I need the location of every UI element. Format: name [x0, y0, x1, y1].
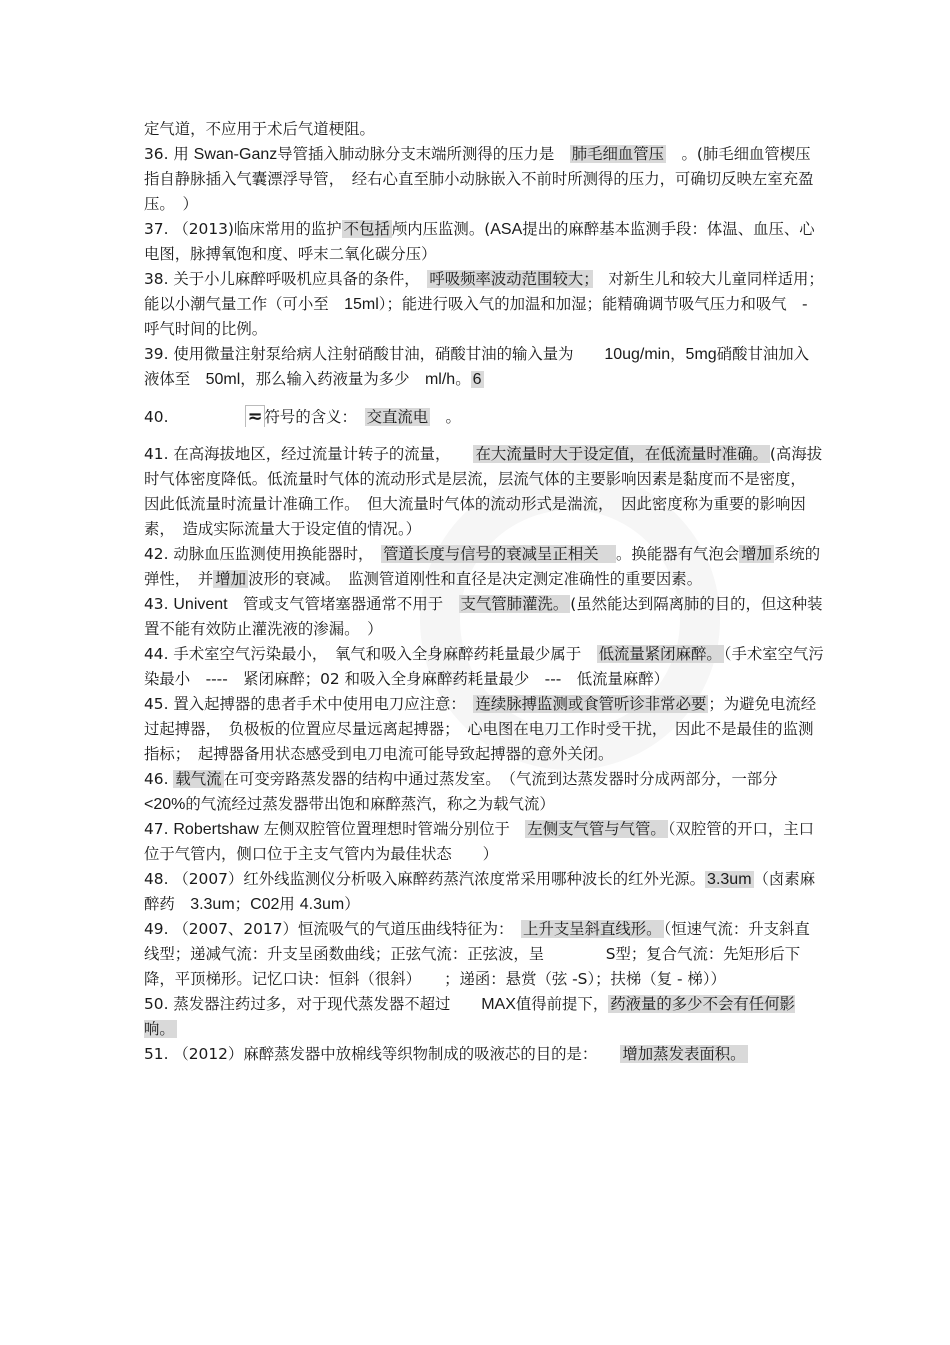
answer-highlight: 支气管肺灌洗。 — [460, 595, 569, 613]
question-p50 — [144, 992, 824, 1042]
question-p36 — [144, 142, 824, 217]
answer-highlight: 交直流电 — [366, 408, 429, 426]
text-segment: 42. 动脉血压监测使用换能器时， — [144, 545, 382, 563]
text-segment: (高海拔时气体密度降低。低流量时气体的流动形式是层流，层流气体的主要影响因素是黏度而不是密度， 因此低流量时流量计准确工作。 但大流量时气体的流动形式是湍流， 因此密度称为重要的影响因素， 造成实际流量大于设定值的情况。） — [144, 445, 823, 538]
text-segment: 10ug/min — [604, 346, 671, 363]
text-segment: 40. — [144, 408, 246, 426]
text-segment: 系统的弹性， 并 — [144, 545, 821, 588]
document-body — [144, 117, 824, 1067]
text-segment: ，那么输入药液量为多少 — [240, 370, 425, 388]
question-p51 — [144, 1042, 824, 1067]
answer-highlight: 上升支呈斜直线形。 — [523, 920, 662, 938]
text-segment: 在可变旁路蒸发器的结构中通过蒸发室。 （气流到达蒸发器时分成两部分，一部分 — [223, 770, 794, 788]
answer-highlight: 3.3um — [707, 871, 752, 888]
text-segment: 。(肺毛细血管楔压指自静脉插入气囊漂浮导管， 经右心直至肺小动脉嵌入不前时所测得的压力，可确切反映左室充盈压。 ） — [144, 145, 814, 213]
text-segment: 38. 关于小儿麻醉呼吸机应具备的条件， — [144, 270, 428, 288]
text-segment: 提出的麻醉基本监测手段：体温、血压、心电图，脉搏氧饱和度、呼末二氧化碳分压） — [144, 220, 815, 263]
question-p43 — [144, 592, 824, 642]
question-p39 — [144, 342, 824, 392]
text-segment: 。换能器有气泡会 — [616, 545, 740, 563]
text-segment: ASA — [490, 221, 523, 238]
answer-highlight: 不包括 — [343, 220, 390, 238]
text-segment: Swan-Ganz — [193, 146, 278, 163]
answer-highlight: 管道长度与信号的衰减呈正相关 — [383, 545, 615, 563]
text-segment: 39. 使用微量注射泵给病人注射硝酸甘油，硝酸甘油的输入量为 — [144, 345, 605, 363]
text-segment: （恒速气流：升支斜直线型；递减气流：升支呈函数曲线；正弦气流：正弦波，呈 S型；复合气流：先矩形后下降，平顶梯形。记忆口诀：恒斜（很斜） ；递函：悬赏（弦 -S）；扶梯（复 - 梯）） — [144, 920, 810, 988]
text-segment: （双腔管的开口，主口位于气管内，侧口位于主支气管内为最佳状态 ） — [144, 820, 815, 863]
text-segment: 48. （2007）红外线监测仪分析吸入麻醉药蒸汽浓度常采用哪种波长的红外光源。 — [144, 870, 706, 888]
answer-highlight: 载气流 — [175, 770, 222, 788]
text-segment: 用 — [279, 895, 300, 913]
text-segment: 3.3um — [190, 896, 235, 913]
text-segment: 45. 置入起搏器的患者手术中使用电刀应注意： — [144, 695, 474, 713]
text-segment: （手术室空气污染最小 ---- 紧闭麻醉；02 和吸入全身麻醉药耗量最少 --- 低流量麻醉） — [144, 645, 824, 688]
text-segment: 符号的含义： — [264, 408, 365, 426]
answer-highlight: 药液量的多少不会有任何影响。 — [144, 995, 795, 1038]
text-segment: (虽然能达到隔离肺的目的，但这种装置不能有效防止灌洗液的渗漏。 ） — [144, 595, 823, 638]
answer-highlight: 左侧支气管与气管。 — [527, 820, 666, 838]
text-segment: 15ml — [344, 296, 379, 313]
text-segment: 管或支气管堵塞器通常不用于 — [227, 595, 459, 613]
text-segment: 左侧双腔管位置理想时管端分别位于 — [258, 820, 526, 838]
text-segment: 37. （2013)临床常用的监护 — [144, 220, 342, 238]
text-segment: ， — [670, 345, 686, 363]
text-segment: 50ml — [205, 371, 241, 388]
text-segment: 4.3um — [299, 896, 345, 913]
text-segment: 49. （2007、2017）恒流吸气的气道压曲线特征为： — [144, 920, 522, 938]
text-segment: 的气流经过蒸发器带出饱和麻醉蒸汽，称之为载气流） — [185, 795, 555, 813]
text-segment: 5mg — [685, 346, 717, 363]
question-p40 — [144, 404, 824, 430]
text-segment: MAX — [481, 996, 516, 1013]
question-p42 — [144, 542, 824, 592]
text-segment: 值得前提下， — [515, 995, 609, 1013]
text-segment: 46. — [144, 770, 174, 788]
text-segment: 。 — [430, 408, 461, 426]
text-segment: ml/h — [424, 371, 456, 388]
text-segment: 50. 蒸发器注药过多，对于现代蒸发器不超过 — [144, 995, 482, 1013]
text-segment: 47. — [144, 820, 174, 838]
question-p37 — [144, 217, 824, 267]
text-segment: 颅内压监测。( — [391, 220, 491, 238]
text-segment: 硝酸甘油加入液体至 — [144, 345, 810, 388]
question-p48 — [144, 867, 824, 917]
question-p41 — [144, 442, 824, 542]
text-segment: 对新生儿和较大儿童同样适用；能以小潮气量工作（可小至 — [144, 270, 824, 313]
text-segment: 36. 用 — [144, 145, 194, 163]
text-segment: 波形的衰减。 监测管道刚性和直径是决定测定准确性的重要因素。 — [248, 570, 703, 588]
text-segment: 43. — [144, 595, 174, 613]
text-segment: ；为避免电流经过起搏器， 负极板的位置应尽量远离起搏器； 心电图在电刀工作时受干扰， 因此不是最佳的监测指标； 起搏器备用状态感受到电刀电流可能导致起搏器的意外关闭。 — [144, 695, 817, 763]
answer-highlight: 增加 — [215, 570, 247, 588]
answer-highlight: 增加蒸发表面积。 — [622, 1045, 746, 1063]
text-segment: （卤素麻醉药 — [144, 870, 816, 913]
answer-highlight: 在大流量时大于设定值，在低流量时准确。 — [475, 445, 768, 463]
question-p49 — [144, 917, 824, 992]
text-segment: 41. 在高海拔地区，经过流量计转子的流量， — [144, 445, 474, 463]
text-segment: ； — [234, 895, 251, 913]
text-segment: Univent — [173, 596, 228, 613]
question-p46 — [144, 767, 824, 817]
answer-highlight: 连续脉搏监测或食管听诊非常必要 — [475, 695, 707, 713]
answer-highlight: 肺毛细血管压 — [571, 145, 665, 163]
question-p47 — [144, 817, 824, 867]
text-segment: ）；能进行吸入气的加温和加湿；能精确调节吸气压力和吸气 - 呼气时间的比例。 — [144, 295, 808, 338]
text-segment: 导管插入肺动脉分支末端所测得的压力是 — [277, 145, 570, 163]
text-segment: <20% — [144, 796, 186, 813]
question-p35 — [144, 117, 824, 142]
answer-highlight: 低流量紧闭麻醉。 — [598, 645, 722, 663]
answer-highlight: 增加 — [741, 545, 772, 563]
text-segment: C02 — [250, 896, 280, 913]
text-segment: 44. 手术室空气污染最小， 氧气和吸入全身麻醉药耗量最少属于 — [144, 645, 597, 663]
text-segment: 。 — [455, 370, 471, 388]
text-segment: Robertshaw — [173, 821, 259, 838]
text-segment: 51. （2012）麻醉蒸发器中放棉线等织物制成的吸液芯的目的是： — [144, 1045, 621, 1063]
ac-dc-symbol: ≂ — [247, 406, 263, 427]
question-p44 — [144, 642, 824, 692]
question-p38 — [144, 267, 824, 342]
text-segment: ） — [344, 895, 360, 913]
question-p45 — [144, 692, 824, 767]
text-segment: 定气道，不应用于术后气道梗阻。 — [144, 120, 375, 138]
answer-highlight: 呼吸频率波动范围较大； — [429, 270, 591, 288]
answer-highlight: 6 — [472, 371, 482, 388]
